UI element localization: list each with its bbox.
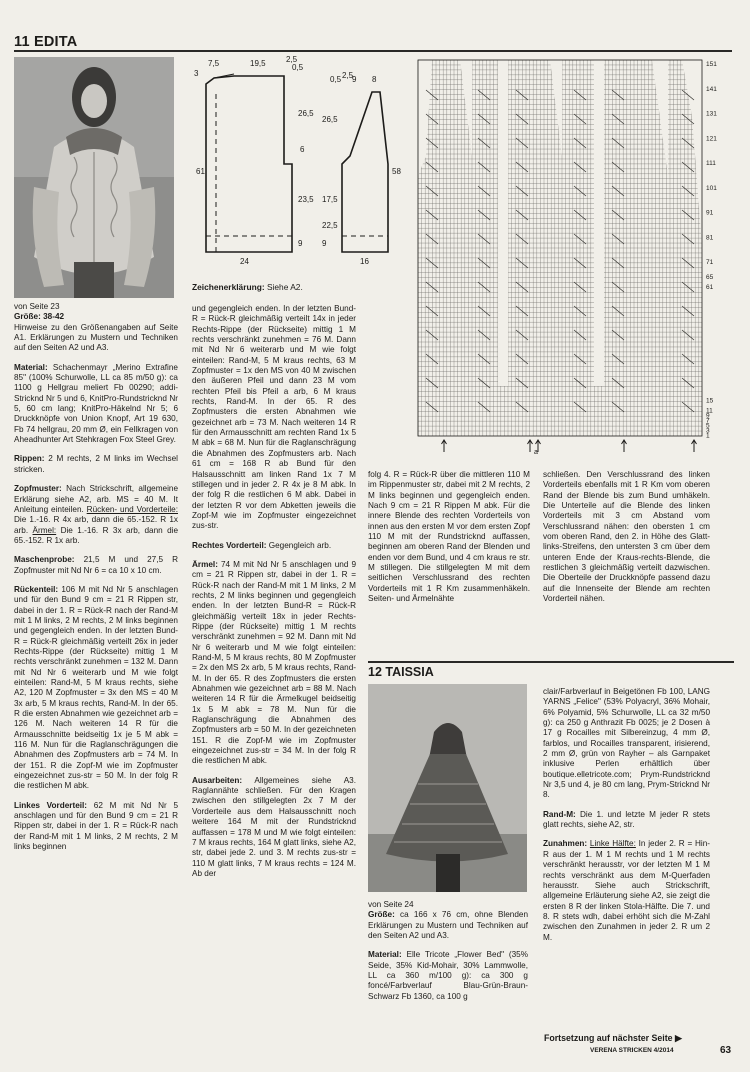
material-text-2: Elle Tricote „Flower Bed" (35% Seide, 35% Kid-Mohair, 30% Lammwolle, LL ca 360 m/100 g): ca 300 g foncé/Farbverlauf Blau-Grün-Braun-Schwarz Fb 1360, ca 100 g (368, 950, 528, 1001)
chart-row-label: 91 (706, 209, 714, 217)
material-label-1: Material: (14, 362, 48, 372)
increase-text: In jeder 2. R = Hin-R aus der 1. M 1 M rechts und 1 M rechts verschränkt herausstr, vor der letzten M 1 M rechts verschränkt aus dem M-Querfaden herausstr. Siehe auch Strickschrift, allgemeine Erläuterung siehe A2, sie zeigt die ersten 8 R der linken Stola-Hälfte. Die 7. und 8. R stets wdh, dabei erhöht sich die M-Zahl zwischen den Zunahmen in jeder 2. R um 2 M. (543, 839, 711, 942)
right-front-text: Gegengleich arb. (268, 540, 332, 550)
size-value-1: 38-42 (43, 312, 65, 322)
continued-note: Fortsetzung auf nächster Seite ▶ (544, 1033, 682, 1043)
dim-sleeve-height: 58 (392, 167, 401, 176)
chart-row-label: 71 (706, 259, 714, 267)
cable-text: Nach Strickschrift, allgemeine Erklärung siehe A2, arb. MS = 40 M. It Anleitung einteilen. (14, 484, 178, 514)
cable-label: Zopfmuster: (14, 484, 62, 494)
cable-back-heading: Rücken- und Vorderteile: (86, 504, 178, 514)
finishing-text: Allgemeines siehe A3. Raglannähte schließen. Für den Kragen zwischen den stillgelegten 2x 7 M der Vorderteile aus dem Halsausschnitt noch weitere 164 M mit der Rundstricknd auffassen = 178 M und M wie folgt einteilen: 7 M kraus rechts, 164 M glatt links, siehe A2, str, dabei jede 2. und 3. M rechts zus-str = 110 M glatt links, 7 M kraus rechts = 124 M. Ab der (192, 775, 356, 878)
chart-row-label: 9 (706, 412, 710, 420)
finishing-continued: folg 4. R = Rück-R über die mittleren 110 M im Rippenmuster str, dabei mit 2 M rechts, 2 M links beginnen und gegengleich enden. Nach 9 cm = 21 R Rippen M abk. Für die innere Blende des rechten Vorderteils von innen aus den ersten M vor dem ersten Zopf 110 M mit der Rundstricknd auffassen, beginnen am oberen Rand der Blenden und enden vor dem Bund, und 4 cm kraus re str. M stillegen. Die stillgelegten M mit dem seitlichen Verschlussrand des rechten Vorderteils mit 1 R Km zusammenhäkeln. Seiten- und Ärmelnähte (368, 470, 530, 604)
section-title: 12 TAISSIA (368, 664, 434, 679)
column-3 (368, 470, 530, 613)
column-1 (14, 302, 178, 862)
chart-arrow (442, 440, 447, 452)
intro-text: Hinweise zu den Größenangaben auf Seite A1. Erklärungen zu Mustern und Techniken auf den Seiten A2 und A3. (14, 322, 178, 353)
cable-chart (412, 56, 734, 461)
ribs-text: 2 M rechts, 2 M links im Wechsel stricken. (14, 454, 178, 474)
chart-row-label: 101 (706, 184, 717, 192)
dim-sleeve-width: 16 (360, 257, 369, 266)
material-text-1: Schachenmayr „Merino Extrafine 85" (100% Schurwolle, LL ca 85 m/50 g): ca 1100 g Hellgrau meliert Fb 00290; addi-Stricknd Nr 5 und 6, KnitPro-Rundstricknd Nr 5, 60 cm lang; KnitPro-Häkelnd Nr 5; 6 Druckknöpfe von Union Knopf, Art 19 630, Fb 74 hellgrau, 20 mm Ø, ein Fellkragen von Aheadhunter Art Stehkragen Fox Steel Grey. (14, 362, 178, 445)
size-label-2: Größe: (368, 910, 395, 920)
dim-back-raglan: 26,5 (298, 109, 314, 118)
dim-back-body: 23,5 (298, 195, 314, 204)
back-label: Rückenteil: (14, 584, 59, 594)
dim-sleeve-raglan: 26,5 (322, 115, 338, 124)
dim-sleeve-top-1: 0,5 (330, 75, 342, 84)
magazine-name: VERENA STRICKEN 4/2014 (590, 1047, 674, 1054)
chart-row-label: 81 (706, 234, 714, 242)
dim-back-rib: 9 (298, 239, 303, 248)
dim-sleeve-top-3: 9 (352, 75, 357, 84)
right-front-label: Rechtes Vorderteil: (192, 540, 267, 550)
section-rule (368, 661, 734, 663)
dim-sleeve-top-2: 2,5 (342, 71, 354, 80)
dim-sleeve-body: 17,5 (322, 195, 338, 204)
legend-label: Zeichenerklärung: (192, 282, 265, 292)
schematic-diagram (192, 52, 402, 270)
chart-row-label: 141 (706, 85, 717, 93)
dim-back-corner: 3 (194, 69, 199, 78)
left-front-text: 62 M mit Nd Nr 5 anschlagen und für den Bund 9 cm = 21 R Rippen str, dabei in der 1. R = Rück-R nach der Rand-M mit 1 M links, 2 M rechts, 2 M links beginnen (14, 800, 178, 852)
chart-arrow (622, 440, 627, 452)
pattern-title: 11 EDITA (14, 34, 78, 50)
sleeve-text: 74 M mit Nd Nr 5 anschlagen und 9 cm = 21 R Rippen str, dabei in der 1. R = Rück-R nach der Rand-M mit 1 M links, 2 M rechts, 2 M links beginnen und gegengleich enden. In der letzten Bund-R = Rück-R gleichmäßig verteilt 18x in jeder Rechts-Rippe (der Rückseite) mittig 1 M rechts verschränkt zunehmen = 92 M. Dann mit Nd Nr 6 weiterarb und M wie folgt einteilen: Rand-M, 5 M kraus rechts, 80 M Zopfmuster = 2x den MS 2x arb, 5 M kraus rechts, Rand-M. In der 65. R des Zopfmusters die ersten Abnahmen wie gezeichnet arb = 88 M. Nach weiteren 14 R für die Ärmelkugel beidseitig 1x 5 M abk = 78 M. Nun für die Raglanschrägung die Abnahmen des Zopfmusters arb = 50 M. In der gezeichneten 151. R die Zopf-M wie im Zopfmuster eingezeichnet zus-str = 34 M. In der folg R die restlichen M abk. (192, 559, 357, 766)
dim-back-top-4: 0,5 (292, 63, 304, 72)
legend (192, 282, 303, 292)
legend-text: Siehe A2. (266, 282, 303, 292)
left-front-continued: und gegengleich enden. In der letzten Bund-R = Rück-R gleichmäßig verteilt 14x in jeder Rechts-Rippe (der Rückseite) mittig 1 M rechts verschränkt zunehmen = 76 M. Dann mit Nd Nr 6 weiterarb und M wie folgt einteilen: Rand-M, 5 M kraus rechts, 63 M Zopfmuster = 1x den MS von 40 M zwischen den äußeren Pfeil und dann 23 M vom rechten Pfeil bis Pfeil a arb, 6 M kraus rechts, Rand-M. In der 65. R des Zopfmusters die ersten Abnahmen wie gezeichnet arb = 73 M. Nach weiteren 14 R für den Armausschnitt am rechten Rand 1x 5 M abk = 68 M. Nun für die Raglanschrägung die Abnahmen des Zopfmusters arb. Nach 61 cm = 168 R ab Bund für den Halsausschnitt am linken Rand 1x 7 M stillegen und in jeder 2. R 4x je 8 M abk. In der folg R die restlichen 6 M abk. Dabei in der letzten R vor dem Abketten jeweils die Zopf-M wie im Zopfmuster eingezeichnet zus-str. (192, 304, 356, 531)
chart-row-label: 65 (706, 273, 714, 281)
dim-back-top-2: 19,5 (250, 59, 266, 68)
material-label-2: Material: (368, 950, 402, 960)
chart-row-label: 151 (706, 61, 717, 69)
ribs-label: Rippen: (14, 454, 45, 464)
dim-back-armhole: 6 (300, 145, 305, 154)
edge-label: Rand-M: (543, 809, 576, 819)
chart-arrow (528, 440, 533, 452)
page-number: 63 (720, 1045, 732, 1056)
back-text: 106 M mit Nd Nr 5 anschlagen und für den Bund 9 cm = 21 R Rippen str, dabei in der 1. R = Rück-R nach der Rand-M mit 1 M links, 2 M rechts, 2 M links beginnen und gegengleich enden. In der letzten Bund-R = Rück-R gleichmäßig verteilt 26x in jeder Rechts-Rippe (der Rückseite) mittig 1 M rechts verschränkt zunehmen = 132 M. Dann mit Nd Nr 6 weiterarb und M wie folgt einteilen: Rand-M, 5 M kraus rechts, siehe A2, 120 M Zopfmuster = 3x den MS = 40 M 3x arb, 5 M kraus rechts, Rand-M. In der 65. R die ersten Abnahmen wie gezeichnet arb = 126 M. Nach weiteren 14 R für die Armausschnitte beidseitig 1x je 5 M abk = 116 M. Nun für die Raglanschrägungen die Abnahmen des Zopfmusters arb = 74 M. In der 151. R die Zopf-M wie im Zopfmuster eingezeichnet zus-str = 50 M. In der folg R die restlichen M abk. (14, 584, 178, 791)
column-2 (192, 304, 356, 888)
dim-sleeve-rib: 9 (322, 239, 327, 248)
section-taissia (368, 661, 734, 679)
taissia-column-left (368, 900, 528, 1011)
dim-sleeve-top-4: 8 (372, 75, 377, 84)
dim-sleeve-lower: 22,5 (322, 221, 338, 230)
dim-back-height: 61 (196, 167, 205, 176)
size-text-2: ca 166 x 76 cm, ohne Blenden Erklärungen zu Mustern und Techniken auf den Seiten A2 und A3. (368, 910, 528, 941)
chart-arrow (692, 440, 697, 452)
chart-row-label: 7 (706, 417, 710, 425)
dim-back-top-1: 7,5 (208, 59, 220, 68)
size-label-1: Größe: (14, 312, 41, 322)
model-photo-edita (14, 57, 174, 298)
chart-row-label: 11 (706, 407, 713, 415)
dim-back-width: 24 (240, 257, 249, 266)
chart-marker-a: a (534, 449, 538, 456)
left-front-label: Linkes Vorderteil: (14, 800, 88, 810)
chart-row-label: 5 (706, 422, 710, 430)
edge-text: Die 1. und letzte M jeder R stets glatt rechts, siehe A2, str. (543, 809, 710, 830)
source-ref-1: von Seite 23 (14, 302, 60, 311)
cable-sleeve-heading: Ärmel: (32, 525, 57, 535)
source-ref-2: von Seite 24 (368, 900, 414, 909)
gauge-text: 21,5 M und 27,5 R Zopfmuster mit Nd Nr 6 = ca 10 x 10 cm. (14, 555, 178, 575)
sleeve-label: Ärmel: (192, 559, 218, 569)
increase-heading: Linke Hälfte: (589, 839, 636, 849)
chart-row-label: 121 (706, 135, 717, 143)
finishing-label: Ausarbeiten: (192, 775, 243, 785)
chart-row-label: 3 (706, 427, 710, 435)
cable-sleeve-text: Die 1.-16. R 3x arb, dann die 65.-152. R 1x arb. (14, 525, 178, 545)
finishing-end: schließen. Den Verschlussrand des linken Vorderteils ebenfalls mit 1 R Km vom oberen Rand der Blende bis zum Bund umhäkeln. Die Unterteile auf die Blende des linken Vorderteils mit 3 cm Abstand vom Verschlussrand nähen: den obersten 1 cm vom oberen Rand, den 2. in Höhe des Glatt-links-Streifens, den untersten 3 cm über dem unteren Ende der Kraus-rechts-Blende, die restlichen 3 gleichmäßig verteilt dazwischen. Die Oberteile der Druckknöpfe passend dazu auf die Innenseite der Blende am rechten Vorderteil nähen. (543, 470, 710, 604)
increase-label: Zunahmen: (543, 839, 588, 849)
chart-row-label: 131 (706, 110, 717, 118)
dim-back-top-3: 2,5 (286, 55, 298, 64)
chart-row-label: 15 (706, 397, 714, 405)
chart-row-label: 111 (706, 160, 716, 168)
cable-back-text: Die 1.-16. R 4x arb, dann die 65.-152. R 1x arb. (14, 515, 178, 535)
material-text-2-continued: clair/Farbverlauf in Beigetönen Fb 100, LANG YARNS „Felice" (53% Polyacryl, 36% Mohair, 6% Polyamid, 5% Schurwolle, LL ca 32 m/50 g): ca 250 g Anthrazit Fb 0025; je 2 Dosen à 17 g Rocailles mit Silbereinzug, 4 mm Ø, farblos, und Rocailles transparent, irisierend, 2 mm Ø, grün von Rayher – als Garnpaket inklusive Perlen erhältlich über boutique.elletricote.com; Prym-Rundstricknd Nr 3,5 und 4, je 80 cm lang, Prym-Stricknd Nr 8. (543, 687, 710, 800)
column-4 (543, 470, 710, 613)
chart-row-label: 61 (706, 283, 714, 291)
chart-row-label: 1 (706, 432, 710, 440)
gauge-label: Maschenprobe: (14, 555, 75, 565)
taissia-column-right (543, 687, 710, 952)
model-photo-taissia (368, 684, 527, 892)
